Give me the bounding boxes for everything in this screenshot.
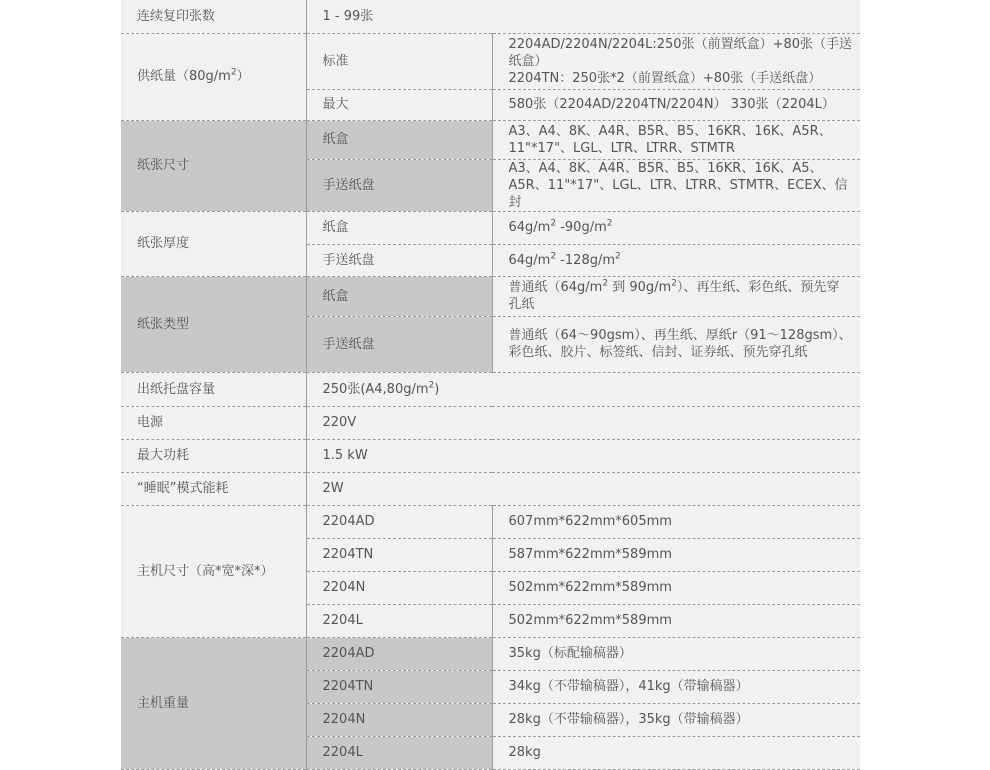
spec-value-consumption: 1.5 kW bbox=[306, 439, 860, 472]
spec-value-output: 250张$(A4,80g/m^2)$ bbox=[306, 372, 860, 406]
spec-model: 2204L bbox=[306, 736, 492, 769]
spec-model: 2204TN bbox=[306, 538, 492, 571]
spec-sublabel-standard: 标准 bbox=[306, 33, 492, 89]
spec-value-thickness-cassette: $64g/m^2$ $-90g/m^2$ bbox=[492, 211, 860, 244]
spec-sublabel-type-cassette: 纸盒 bbox=[306, 276, 492, 316]
spec-sublabel-size-cassette: 纸盒 bbox=[306, 120, 492, 159]
spec-label-type: 纸张类型 bbox=[121, 276, 306, 372]
spec-label-weight: 主机重量 bbox=[121, 637, 306, 769]
spec-weight-value: 28kg bbox=[492, 736, 860, 769]
spec-row-capacity-standard bbox=[121, 33, 860, 89]
spec-dimension-value: 502mm*622mm*589mm bbox=[492, 571, 860, 604]
spec-value-size-bypass: A3、A4、8K、A4R、B5R、B5、16KR、16K、A5、A5R、11"*17"、LGL、LTR、LTRR、STMTR、ECEX、信封 bbox=[492, 159, 860, 211]
spec-row-power bbox=[121, 406, 860, 439]
spec-label-size: 纸张尺寸 bbox=[121, 120, 306, 211]
spec-row-dimensions bbox=[121, 505, 860, 538]
spec-dimension-value: 502mm*622mm*589mm bbox=[492, 604, 860, 637]
spec-label-output: 出纸托盘容量 bbox=[121, 372, 306, 406]
spec-weight-value: 28kg（不带输稿器），35kg（带输稿器） bbox=[492, 703, 860, 736]
spec-row-size-cassette bbox=[121, 120, 860, 159]
spec-sublabel-size-bypass: 手送纸盘 bbox=[306, 159, 492, 211]
spec-value-capacity-standard: 2204AD/2204N/2204L:250张（前置纸盒）+80张（手送纸盒） 2204TN：250张*2（前置纸盒）+80张（手送纸盘） bbox=[492, 33, 860, 89]
spec-row-output bbox=[121, 372, 860, 406]
spec-row-thickness-cassette bbox=[121, 211, 860, 244]
spec-label-power: 电源 bbox=[121, 406, 306, 439]
spec-dimension-value: 607mm*622mm*605mm bbox=[492, 505, 860, 538]
spec-weight-value: 35kg（标配输稿器） bbox=[492, 637, 860, 670]
spec-sublabel-thickness-cassette: 纸盒 bbox=[306, 211, 492, 244]
spec-value-copies: 1 - 99张 bbox=[306, 0, 860, 33]
spec-model: 2204TN bbox=[306, 670, 492, 703]
spec-model: 2204N bbox=[306, 703, 492, 736]
spec-value-power: 220V bbox=[306, 406, 860, 439]
spec-value-size-cassette: A3、A4、8K、A4R、B5R、B5、16KR、16K、A5R、11"*17"、LGL、LTR、LTRR、STMTR bbox=[492, 120, 860, 159]
spec-label-thickness: 纸张厚度 bbox=[121, 211, 306, 276]
spec-label-sleep: “睡眠”模式能耗 bbox=[121, 472, 306, 505]
spec-dimension-value: 587mm*622mm*589mm bbox=[492, 538, 860, 571]
spec-value-thickness-bypass: $64g/m^2$ $-128g/m^2$ bbox=[492, 244, 860, 276]
spec-row-type-cassette bbox=[121, 276, 860, 316]
spec-sublabel-thickness-bypass: 手送纸盘 bbox=[306, 244, 492, 276]
spec-weight-value: 34kg（不带输稿器），41kg（带输稿器） bbox=[492, 670, 860, 703]
spec-value-sleep: 2W bbox=[306, 472, 860, 505]
spec-model: 2204N bbox=[306, 571, 492, 604]
spec-row-copies bbox=[121, 0, 860, 33]
spec-model: 2204L bbox=[306, 604, 492, 637]
spec-row-consumption bbox=[121, 439, 860, 472]
spec-row-weight bbox=[121, 637, 860, 670]
spec-label-capacity: 供纸量$(80g/m^2)$ bbox=[121, 33, 306, 120]
spec-label-consumption: 最大功耗 bbox=[121, 439, 306, 472]
spec-value-capacity-max: 580张（2204AD/2204TN/2204N） 330张（2204L） bbox=[492, 89, 860, 120]
spec-value-type-bypass: 普通纸（64～90gsm）、再生纸、厚纸r（91～128gsm）、彩色纸、胶片、标签纸、信封、证券纸、预先穿孔纸 bbox=[492, 316, 860, 372]
spec-label-dimensions: 主机尺寸（高*宽*深*） bbox=[121, 505, 306, 637]
spec-model: 2204AD bbox=[306, 505, 492, 538]
spec-sublabel-type-bypass: 手送纸盘 bbox=[306, 316, 492, 372]
spec-sublabel-max: 最大 bbox=[306, 89, 492, 120]
spec-row-sleep bbox=[121, 472, 860, 505]
spec-label-copies: 连续复印张数 bbox=[121, 0, 306, 33]
spec-value-type-cassette: 普通纸（$64g/m^2$ 到 $90g/m^2$）、再生纸、彩色纸、预先穿孔纸 bbox=[492, 276, 860, 316]
spec-table bbox=[121, 0, 860, 770]
spec-model: 2204AD bbox=[306, 637, 492, 670]
